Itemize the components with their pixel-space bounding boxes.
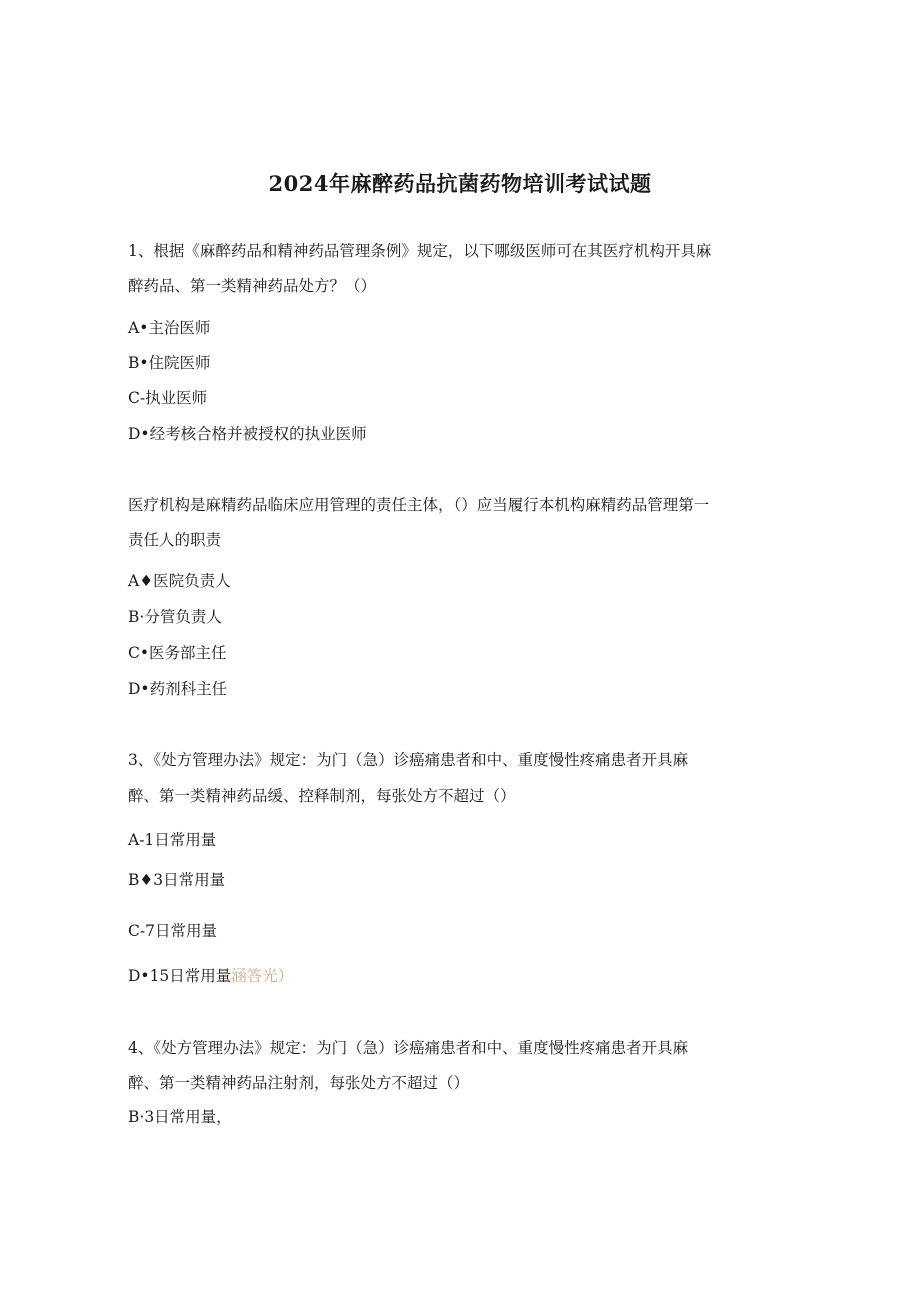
option-a: A-1日常用量: [128, 831, 217, 849]
option-d: D•经考核合格并被授权的执业医师: [128, 425, 367, 443]
question-stem-line: 4、《处方管理办法》规定：为门（急）诊癌痛患者和中、重度慢性疼痛患者开具麻: [128, 1039, 689, 1057]
option-a: A♦医院负责人: [128, 572, 231, 590]
option-b: B·分管负责人: [128, 608, 222, 626]
option-b: B·3日常用量，: [128, 1108, 232, 1126]
question-stem-line: 医疗机构是麻精药品临床应用管理的责任主体，（）应当履行本机构麻精药品管理第一: [128, 496, 710, 514]
option-d: D•药剂科主任: [128, 680, 228, 698]
question-stem-line: 1、根据《麻醉药品和精神药品管理条例》规定，以下哪级医师可在其医疗机构开具麻: [128, 242, 712, 260]
option-d: [128, 966, 293, 986]
option-d-text: D•15日常用量: [128, 967, 232, 985]
document-title: 2024年麻醉药品抗菌药物培训考试试题: [268, 171, 652, 196]
option-c: C•医务部主任: [128, 644, 227, 662]
question-stem-line: 责任人的职责: [128, 531, 222, 549]
faint-annotation: 涵答光）: [231, 967, 294, 985]
option-b: B♦3日常用量: [128, 871, 226, 889]
option-c: C-7日常用量: [128, 922, 217, 940]
question-stem-line: 醉药品、第一类精神药品处方？（）: [128, 277, 377, 295]
question-stem-line: 3、《处方管理办法》规定：为门（急）诊癌痛患者和中、重度慢性疼痛患者开具麻: [128, 751, 689, 769]
question-stem-line: 醉、第一类精神药品缓、控释制剂，每张处方不超过（）: [128, 787, 516, 805]
option-b: B•住院医师: [128, 354, 211, 372]
option-a: A•主治医师: [128, 319, 211, 337]
question-stem-line: 醉、第一类精神药品注射剂，每张处方不超过（）: [128, 1074, 470, 1092]
option-c: C-执业医师: [128, 389, 208, 407]
